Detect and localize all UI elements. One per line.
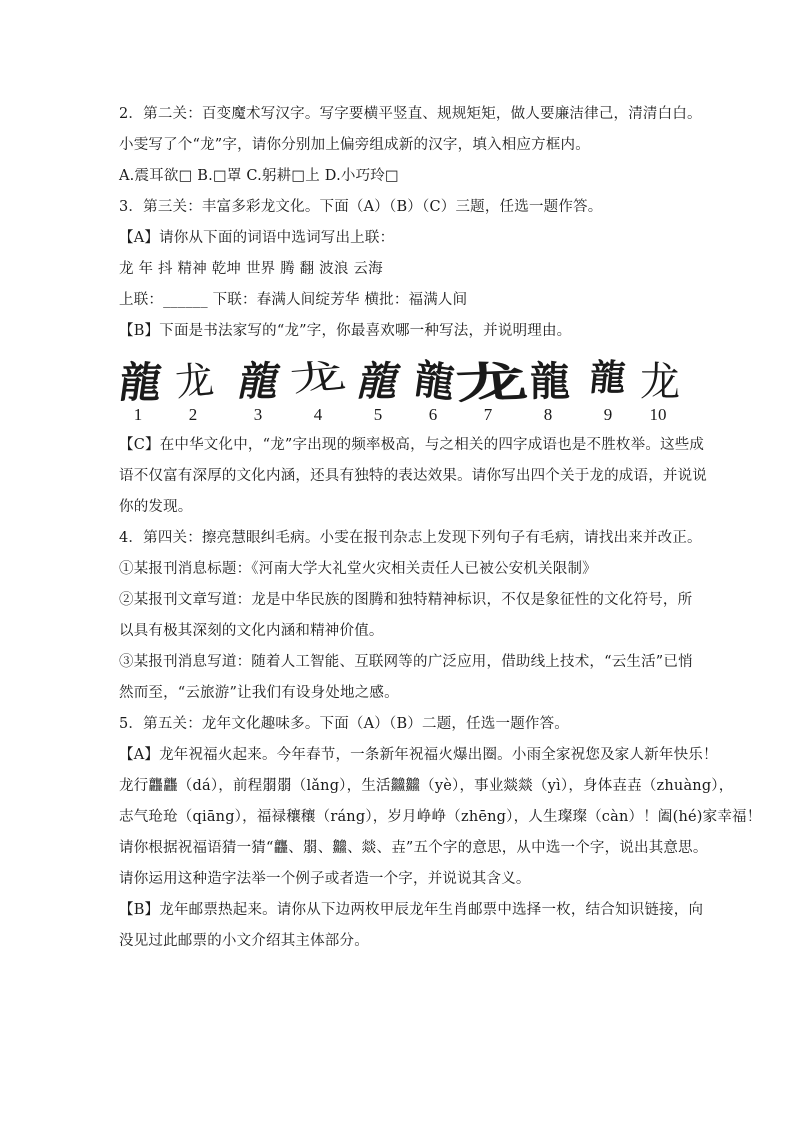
calligraphy-number: 1 [133, 405, 143, 424]
calligraphy-long-character: 龍 [530, 359, 570, 405]
calligraphy-number: 3 [253, 405, 263, 424]
calligraphy-long-character: 龍 [411, 356, 458, 407]
calligraphy-long-character: 龍 [116, 358, 166, 407]
text-line: 你的发现。 [119, 499, 193, 515]
text-line: 上联：______ 下联：春满人间绽芳华 横批：福满人间 [119, 292, 468, 308]
calligraphy-number: 5 [373, 405, 383, 424]
text-line: 志气玱玱（qiāng），福禄穰穰（ráng），岁月峥峥（zhēng），人生璨璨（càn）！阖(hé)家幸福！ [119, 809, 762, 825]
text-line: 没见过此邮票的小文介绍其主体部分。 [119, 933, 369, 949]
text-line: 语不仅富有深厚的文化内涵，还具有独特的表达效果。请你写出四个关于龙的成语，并说说 [119, 468, 707, 484]
calligraphy-number: 8 [543, 405, 553, 424]
text-line: 龙行龘龘（dá），前程朤朤（lǎng），生活䲜䲜（yè），事业燚燚（yì），身体壵壵（zhuàng）， [119, 778, 734, 794]
text-line: 【C】在中华文化中，“龙”字出现的频率极高，与之相关的四字成语也是不胜枚举。这些成 [119, 437, 705, 453]
calligraphy-number-row [120, 405, 680, 425]
text-line: 请你运用这种造字法举一个例子或者造一个字，并说说其含义。 [119, 871, 531, 887]
text-line: ①某报刊消息标题：《河南大学大礼堂火灾相关责任人已被公安机关限制》 [119, 561, 597, 577]
text-line: 【B】龙年邮票热起来。请你从下边两枚甲辰龙年生肖邮票中选择一枚，结合知识链接，向 [119, 902, 704, 918]
text-line: ③某报刊消息写道：随着人工智能、互联网等的广泛应用，借助线上技术，“云生活”已悄 [119, 654, 693, 670]
calligraphy-number: 6 [428, 405, 438, 424]
calligraphy-number: 2 [188, 405, 198, 424]
calligraphy-row [116, 350, 680, 409]
calligraphy-number: 9 [603, 405, 613, 424]
text-line: 以具有极其深刻的文化内涵和精神价值。 [119, 623, 384, 639]
text-line: 小雯写了个“龙”字，请你分别加上偏旁组成新的汉字，填入相应方框内。 [119, 137, 590, 153]
calligraphy-number: 7 [483, 405, 493, 424]
calligraphy-long-character: 龍 [353, 359, 405, 405]
text-line: 然而至，“云旅游”让我们有设身处地之感。 [119, 685, 399, 701]
text-line: 2．第二关：百变魔术写汉字。写字要横平竖直、规规矩矩，做人要廉洁律己，清清白白。 [119, 106, 702, 122]
calligraphy-long-character: 龍 [587, 357, 628, 399]
text-line: 4．第四关：擦亮慧眼纠毛病。小雯在报刊杂志上发现下列句子有毛病，请找出来并改正。 [119, 530, 702, 546]
text-line: 【A】请你从下面的词语中选词写出上联： [119, 230, 395, 246]
calligraphy-number: 4 [313, 405, 323, 424]
text-line: 【B】下面是书法家写的“龙”字，你最喜欢哪一种写法，并说明理由。 [119, 323, 572, 339]
calligraphy-long-character: 龙 [286, 355, 350, 401]
calligraphy-number: 10 [649, 405, 667, 424]
calligraphy-long-character: 龙 [640, 359, 680, 404]
calligraphy-long-character: 龙 [452, 356, 530, 409]
text-line: 5．第五关：龙年文化趣味多。下面（A）（B）二题，任选一题作答。 [119, 716, 569, 732]
calligraphy-long-character: 龍 [234, 358, 285, 405]
text-line: 【A】龙年祝福火起来。今年春节，一条新年祝福火爆出圈。小雨全家祝您及家人新年快乐！ [119, 747, 718, 763]
text-line: A.震耳欲□ B.□罩 C.躬耕□上 D.小巧玲□ [119, 168, 399, 184]
text-line: ②某报刊文章写道：龙是中华民族的图腾和独特精神标识，不仅是象征性的文化符号，所 [119, 592, 693, 608]
text-line: 请你根据祝福语猜一猜“龘、朤、䲜、燚、壵”五个字的意思，从中选一个字，说出其意思。 [119, 840, 708, 856]
text-line: 3．第三关：丰富多彩龙文化。下面（A）（B）（C）三题，任选一题作答。 [119, 199, 603, 215]
text-line: 龙 年 抖 精神 乾坤 世界 腾 翻 波浪 云海 [119, 261, 383, 277]
calligraphy-long-character: 龙 [173, 359, 216, 405]
